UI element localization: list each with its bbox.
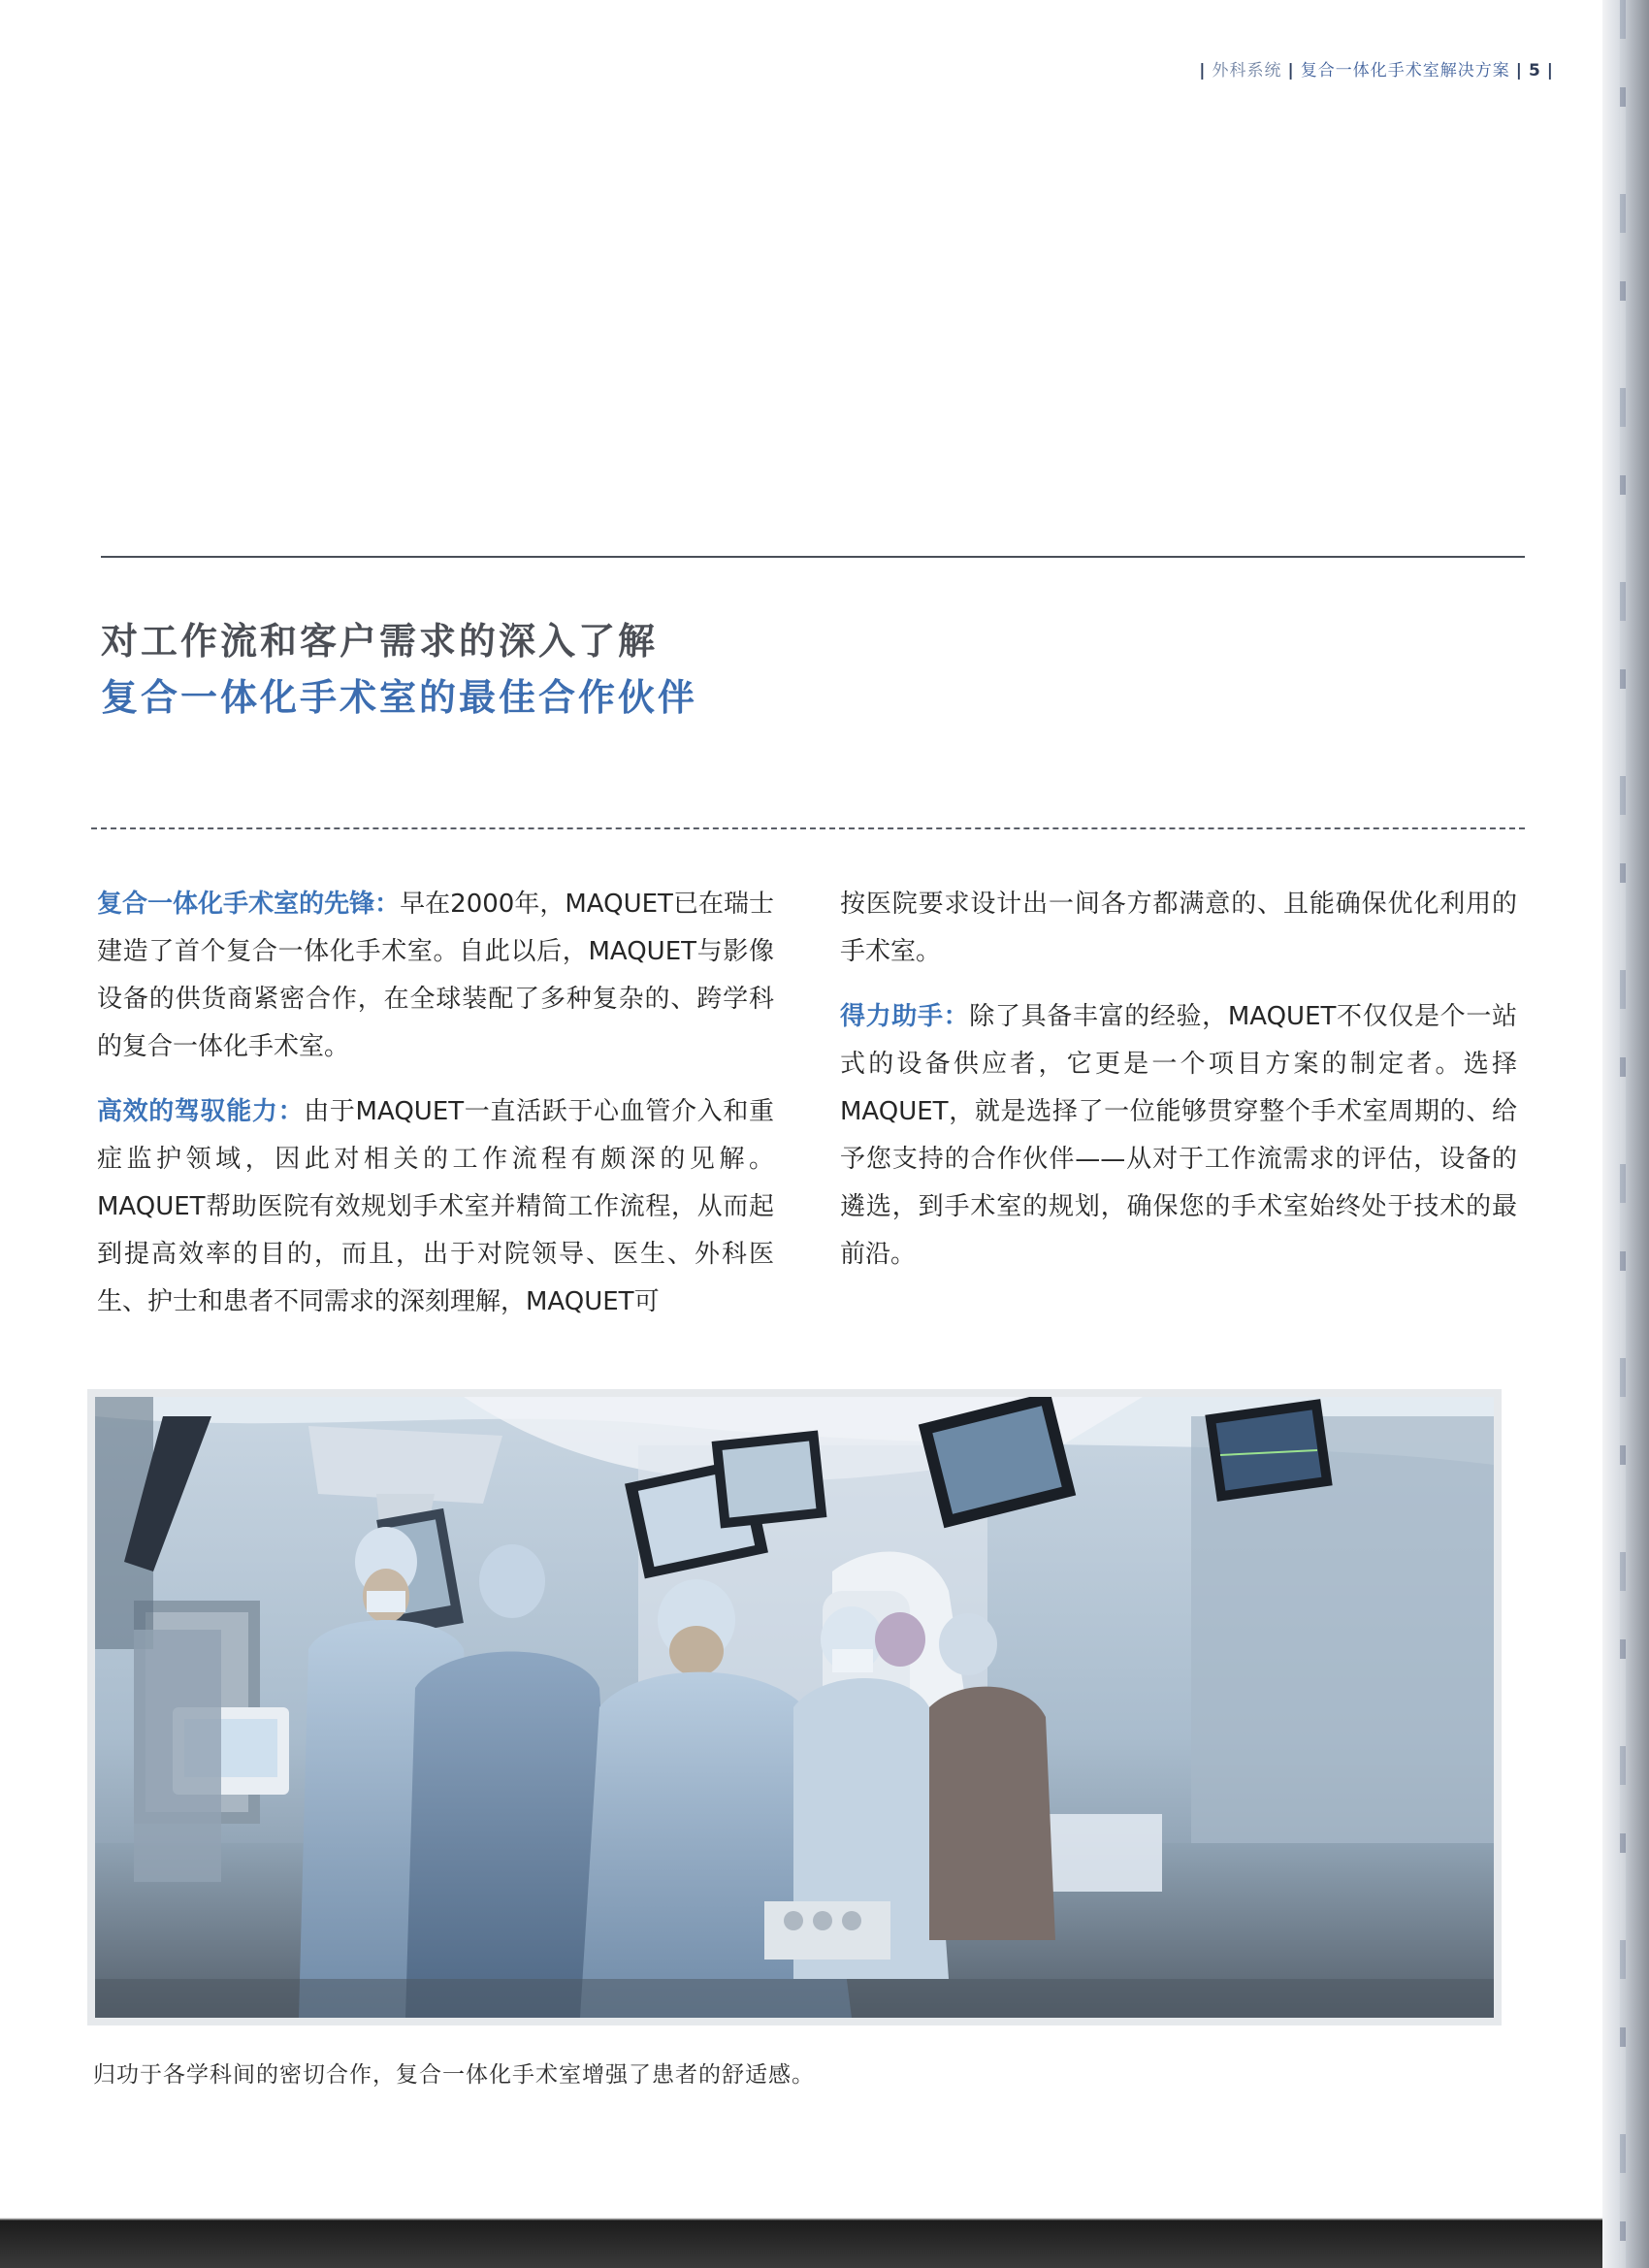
heading-line-2: 复合一体化手术室的最佳合作伙伴 (101, 676, 698, 719)
operating-room-photo (95, 1397, 1494, 2018)
dashed-divider (91, 827, 1525, 829)
lead-assistant: 得力助手： (840, 1002, 970, 1031)
photo-caption: 归功于各学科间的密切合作，复合一体化手术室增强了患者的舒适感。 (93, 2062, 815, 2088)
photo-frame (87, 1389, 1502, 2025)
paragraph-continuation (840, 881, 1517, 976)
paragraph-pioneer (97, 881, 774, 1071)
lead-efficiency: 高效的驾驭能力： (97, 1097, 305, 1126)
right-column (840, 881, 1517, 1296)
page-edge-shadow (1602, 0, 1649, 2268)
paragraph-assistant (840, 993, 1517, 1279)
bottom-band (0, 2196, 1602, 2268)
lead-pioneer: 复合一体化手术室的先锋： (97, 890, 401, 919)
body-assistant: 除了具备丰富的经验，MAQUET不仅仅是个一站式的设备供应者，它更是一个项目方案的制定者。选择MAQUET，就是选择了一位能够贯穿整个手术室周期的、给予您支持的合作伙伴——从对于工作流需求的评估，设备的遴选，到手术室的规划，确保您的手术室始终处于技术的最前沿。 (840, 1002, 1517, 1269)
heading-line-1: 对工作流和客户需求的深入了解 (101, 620, 659, 663)
running-header: | 外科系统 | 复合一体化手术室解决方案 | 5 | (1199, 61, 1554, 81)
left-column (97, 881, 774, 1344)
header-title: 复合一体化手术室解决方案 (1300, 61, 1510, 81)
paragraph-efficiency (97, 1088, 774, 1326)
top-divider (101, 556, 1525, 558)
page-number: 5 (1528, 61, 1541, 81)
body-pioneer: 早在2000年，MAQUET已在瑞士建造了首个复合一体化手术室。自此以后，MAQUET与影像设备的供货商紧密合作，在全球装配了多种复杂的、跨学科的复合一体化手术室。 (97, 890, 774, 1061)
header-section: 外科系统 (1212, 61, 1282, 81)
body-efficiency: 由于MAQUET一直活跃于心血管介入和重症监护领域，因此对相关的工作流程有颇深的见解。MAQUET帮助医院有效规划手术室并精简工作流程，从而起到提高效率的目的，而且，出于对院领导、医生、外科医生、护士和患者不同需求的深刻理解，MAQUET可 (97, 1097, 774, 1316)
body-continuation: 按医院要求设计出一间各方都满意的、且能确保优化利用的手术室。 (840, 890, 1517, 966)
